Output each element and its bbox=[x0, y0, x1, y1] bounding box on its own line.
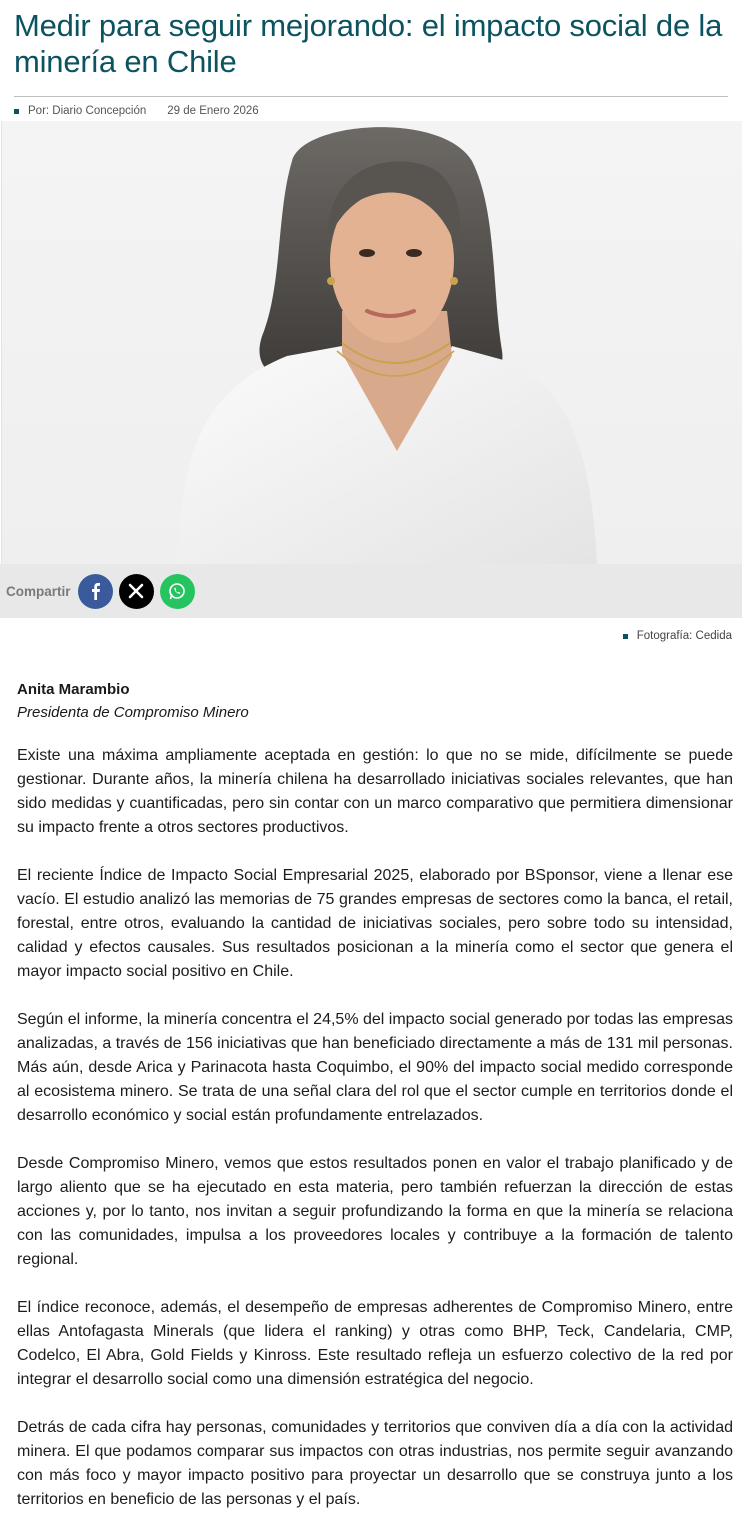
bullet-square-icon bbox=[14, 109, 19, 114]
byline-role: Presidenta de Compromiso Minero bbox=[17, 704, 249, 721]
x-icon bbox=[128, 583, 144, 599]
article-paragraph: Existe una máxima ampliamente aceptada en gestión: lo que no se mide, difícilmente se puede gestionar. Durante años, la minería chilena ha desarrollado iniciativas sociales relevantes, que han sido medidas y cuantificadas, pero sin contar con un marco comparativo que permitiera dimensionar su impacto frente a otros sectores productivos. bbox=[17, 747, 733, 836]
article-paragraph: El índice reconoce, además, el desempeño de empresas adherentes de Compromiso Minero, entre ellas Antofagasta Minerals (que lidera el ranking) y otras como BHP, Teck, Candelaria, CMP, Codelco, El Abra, Gold Fields y Kinross. Este resultado refleja un esfuerzo colectivo de la red por integrar el desarrollo social como una dimensión estratégica del negocio. bbox=[17, 1299, 733, 1388]
author-byline bbox=[17, 680, 733, 725]
article-paragraph: Desde Compromiso Minero, vemos que estos resultados ponen en valor el trabajo planificado y de largo aliento que se ha ejecutado en esta materia, pero también refuerzan la dirección de estas acciones y, por lo tanto, nos invitan a seguir profundizando la forma en que la minería se relaciona con las comunidades, impulsa a los proveedores locales y contribuye a la formación de talento regional. bbox=[17, 1155, 733, 1268]
facebook-share-button[interactable] bbox=[78, 574, 113, 609]
article-photo bbox=[1, 121, 742, 564]
bullet-square-icon bbox=[623, 634, 628, 639]
article-author: Por: Diario Concepción bbox=[28, 105, 147, 117]
article-paragraph: El reciente Índice de Impacto Social Empresarial 2025, elaborado por BSponsor, viene a llenar ese vacío. El estudio analizó las memorias de 75 grandes empresas de sectores como la banca, el retail, forestal, entre otros, evaluando la cantidad de iniciativas sociales, pero sobre todo su intensidad, calidad y efectos causales. Sus resultados posicionan a la minería como el sector que genera el mayor impacto social positivo en Chile. bbox=[17, 867, 733, 980]
share-bar bbox=[0, 564, 742, 618]
whatsapp-share-button[interactable] bbox=[160, 574, 195, 609]
article-title: Medir para seguir mejorando: el impacto social de la minería en Chile bbox=[14, 8, 723, 79]
article-meta bbox=[0, 97, 742, 118]
portrait-illustration bbox=[2, 121, 742, 564]
facebook-icon bbox=[88, 582, 102, 600]
photo-credit-text: Fotografía: Cedida bbox=[636, 630, 732, 642]
whatsapp-icon bbox=[168, 582, 186, 600]
article-body bbox=[17, 744, 733, 1536]
article-paragraph: Detrás de cada cifra hay personas, comunidades y territorios que conviven día a día con la actividad minera. El que podamos comparar sus impactos con otras industrias, nos permite seguir avanzando con más foco y mayor impacto positivo para proyectar un desarrollo que se construya junto a los territorios en beneficio de las personas y el país. bbox=[17, 1419, 733, 1508]
article-paragraph: Según el informe, la minería concentra el 24,5% del impacto social generado por todas las empresas analizadas, a través de 156 iniciativas que han beneficiado directamente a más de 131 mil personas. Más aún, desde Arica y Parinacota hasta Coquimbo, el 90% del impacto social medido corresponde al ecosistema minero. Se trata de una señal clara del rol que el sector cumple en territorios donde el desarrollo económico y social están profundamente entrelazados. bbox=[17, 1011, 733, 1124]
photo-credit bbox=[623, 630, 732, 642]
article-date: 29 de Enero 2026 bbox=[167, 105, 259, 117]
byline-name: Anita Marambio bbox=[17, 681, 130, 698]
share-label: Compartir bbox=[6, 583, 71, 599]
x-share-button[interactable] bbox=[119, 574, 154, 609]
